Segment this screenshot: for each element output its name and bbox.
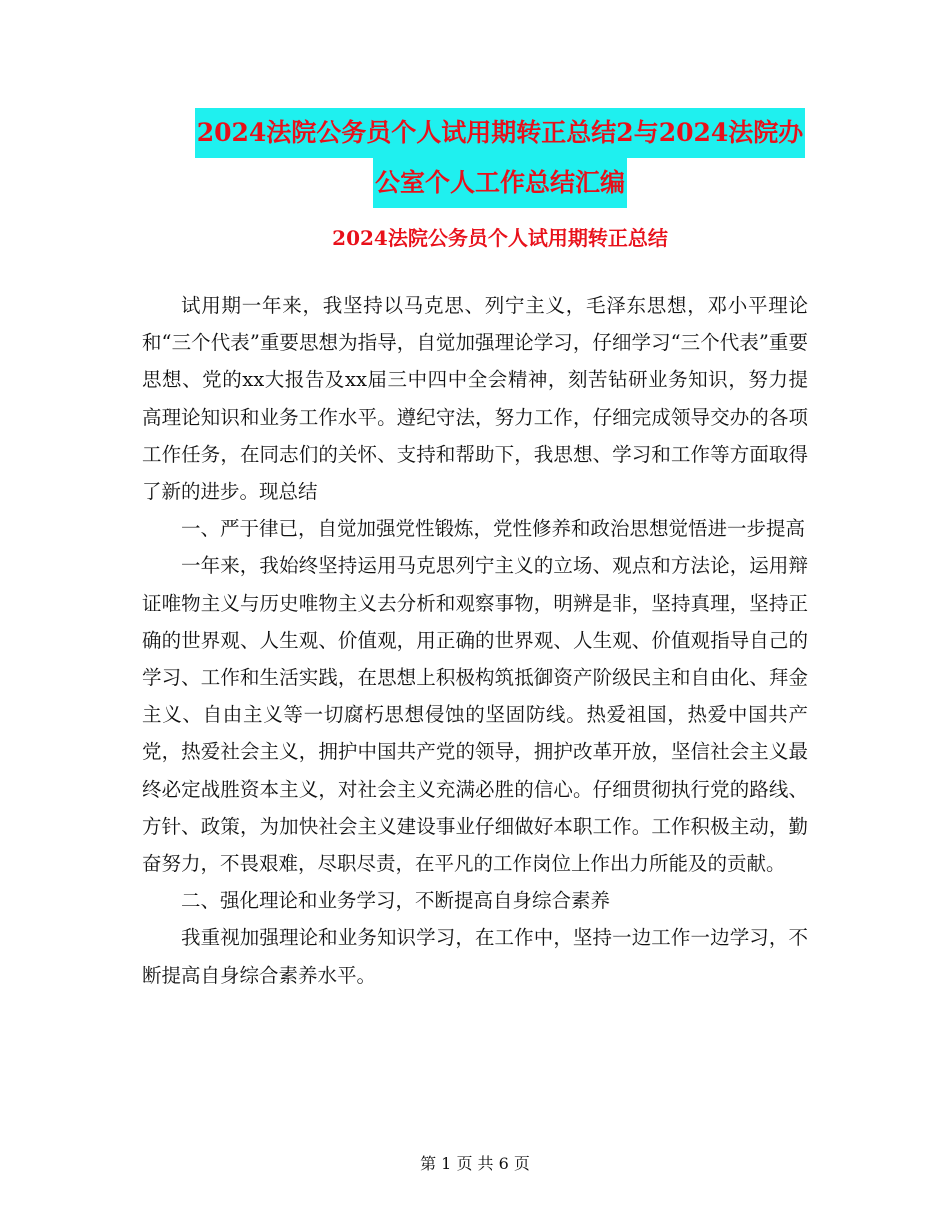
paragraph-body-1: 一年来，我始终坚持运用马克思列宁主义的立场、观点和方法论，运用辩证唯物主义与历史唯物主义去分析和观察事物，明辨是非，坚持真理，坚持正确的世界观、人生观、价值观，用正确的世界观、人生观、价值观指导自己的学习、工作和生活实践，在思想上积极构筑抵御资产阶级民主和自由化、拜金主义、自由主义等一切腐朽思想侵蚀的坚固防线。热爱祖国，热爱中国共产党，热爱社会主义，拥护中国共产党的领导，拥护改革开放，坚信社会主义最终必定战胜资本主义，对社会主义充满必胜的信心。仔细贯彻执行党的路线、方针、政策，为加快社会主义建设事业仔细做好本职工作。工作积极主动，勤奋努力，不畏艰难，尽职尽责，在平凡的工作岗位上作出力所能及的贡献。 [142,554,808,876]
document-title-line-2: 公室个人工作总结汇编 [373,158,627,208]
document-title [140,108,860,208]
section-title: 2024法院公务员个人试用期转正总结 [332,226,668,250]
document-title-line-1: 2024法院公务员个人试用期转正总结2与2024法院办 [195,108,806,158]
paragraph-body-2: 我重视加强理论和业务知识学习，在工作中，坚持一边工作一边学习，不断提高自身综合素养水平。 [142,926,808,987]
paragraph-heading-1: 一、严于律已，自觉加强党性锻炼，党性修养和政治思想觉悟进一步提高 [181,517,806,541]
paragraph-intro: 试用期一年来，我坚持以马克思、列宁主义，毛泽东思想，邓小平理论和“三个代表”重要思想为指导，自觉加强理论学习，仔细学习“三个代表”重要思想、党的xx大报告及xx届三中四中全会精神，刻苦钻研业务知识，努力提高理论知识和业务工作水平。遵纪守法，努力工作，仔细完成领导交办的各项工作任务，在同志们的关怀、支持和帮助下，我思想、学习和工作等方面取得了新的进步。现总结 [142,294,808,504]
page-footer: 第 1 页 共 6 页 [420,1154,530,1173]
paragraph-heading-2: 二、强化理论和业务学习，不断提高自身综合素养 [181,889,611,913]
document-body [142,287,808,994]
